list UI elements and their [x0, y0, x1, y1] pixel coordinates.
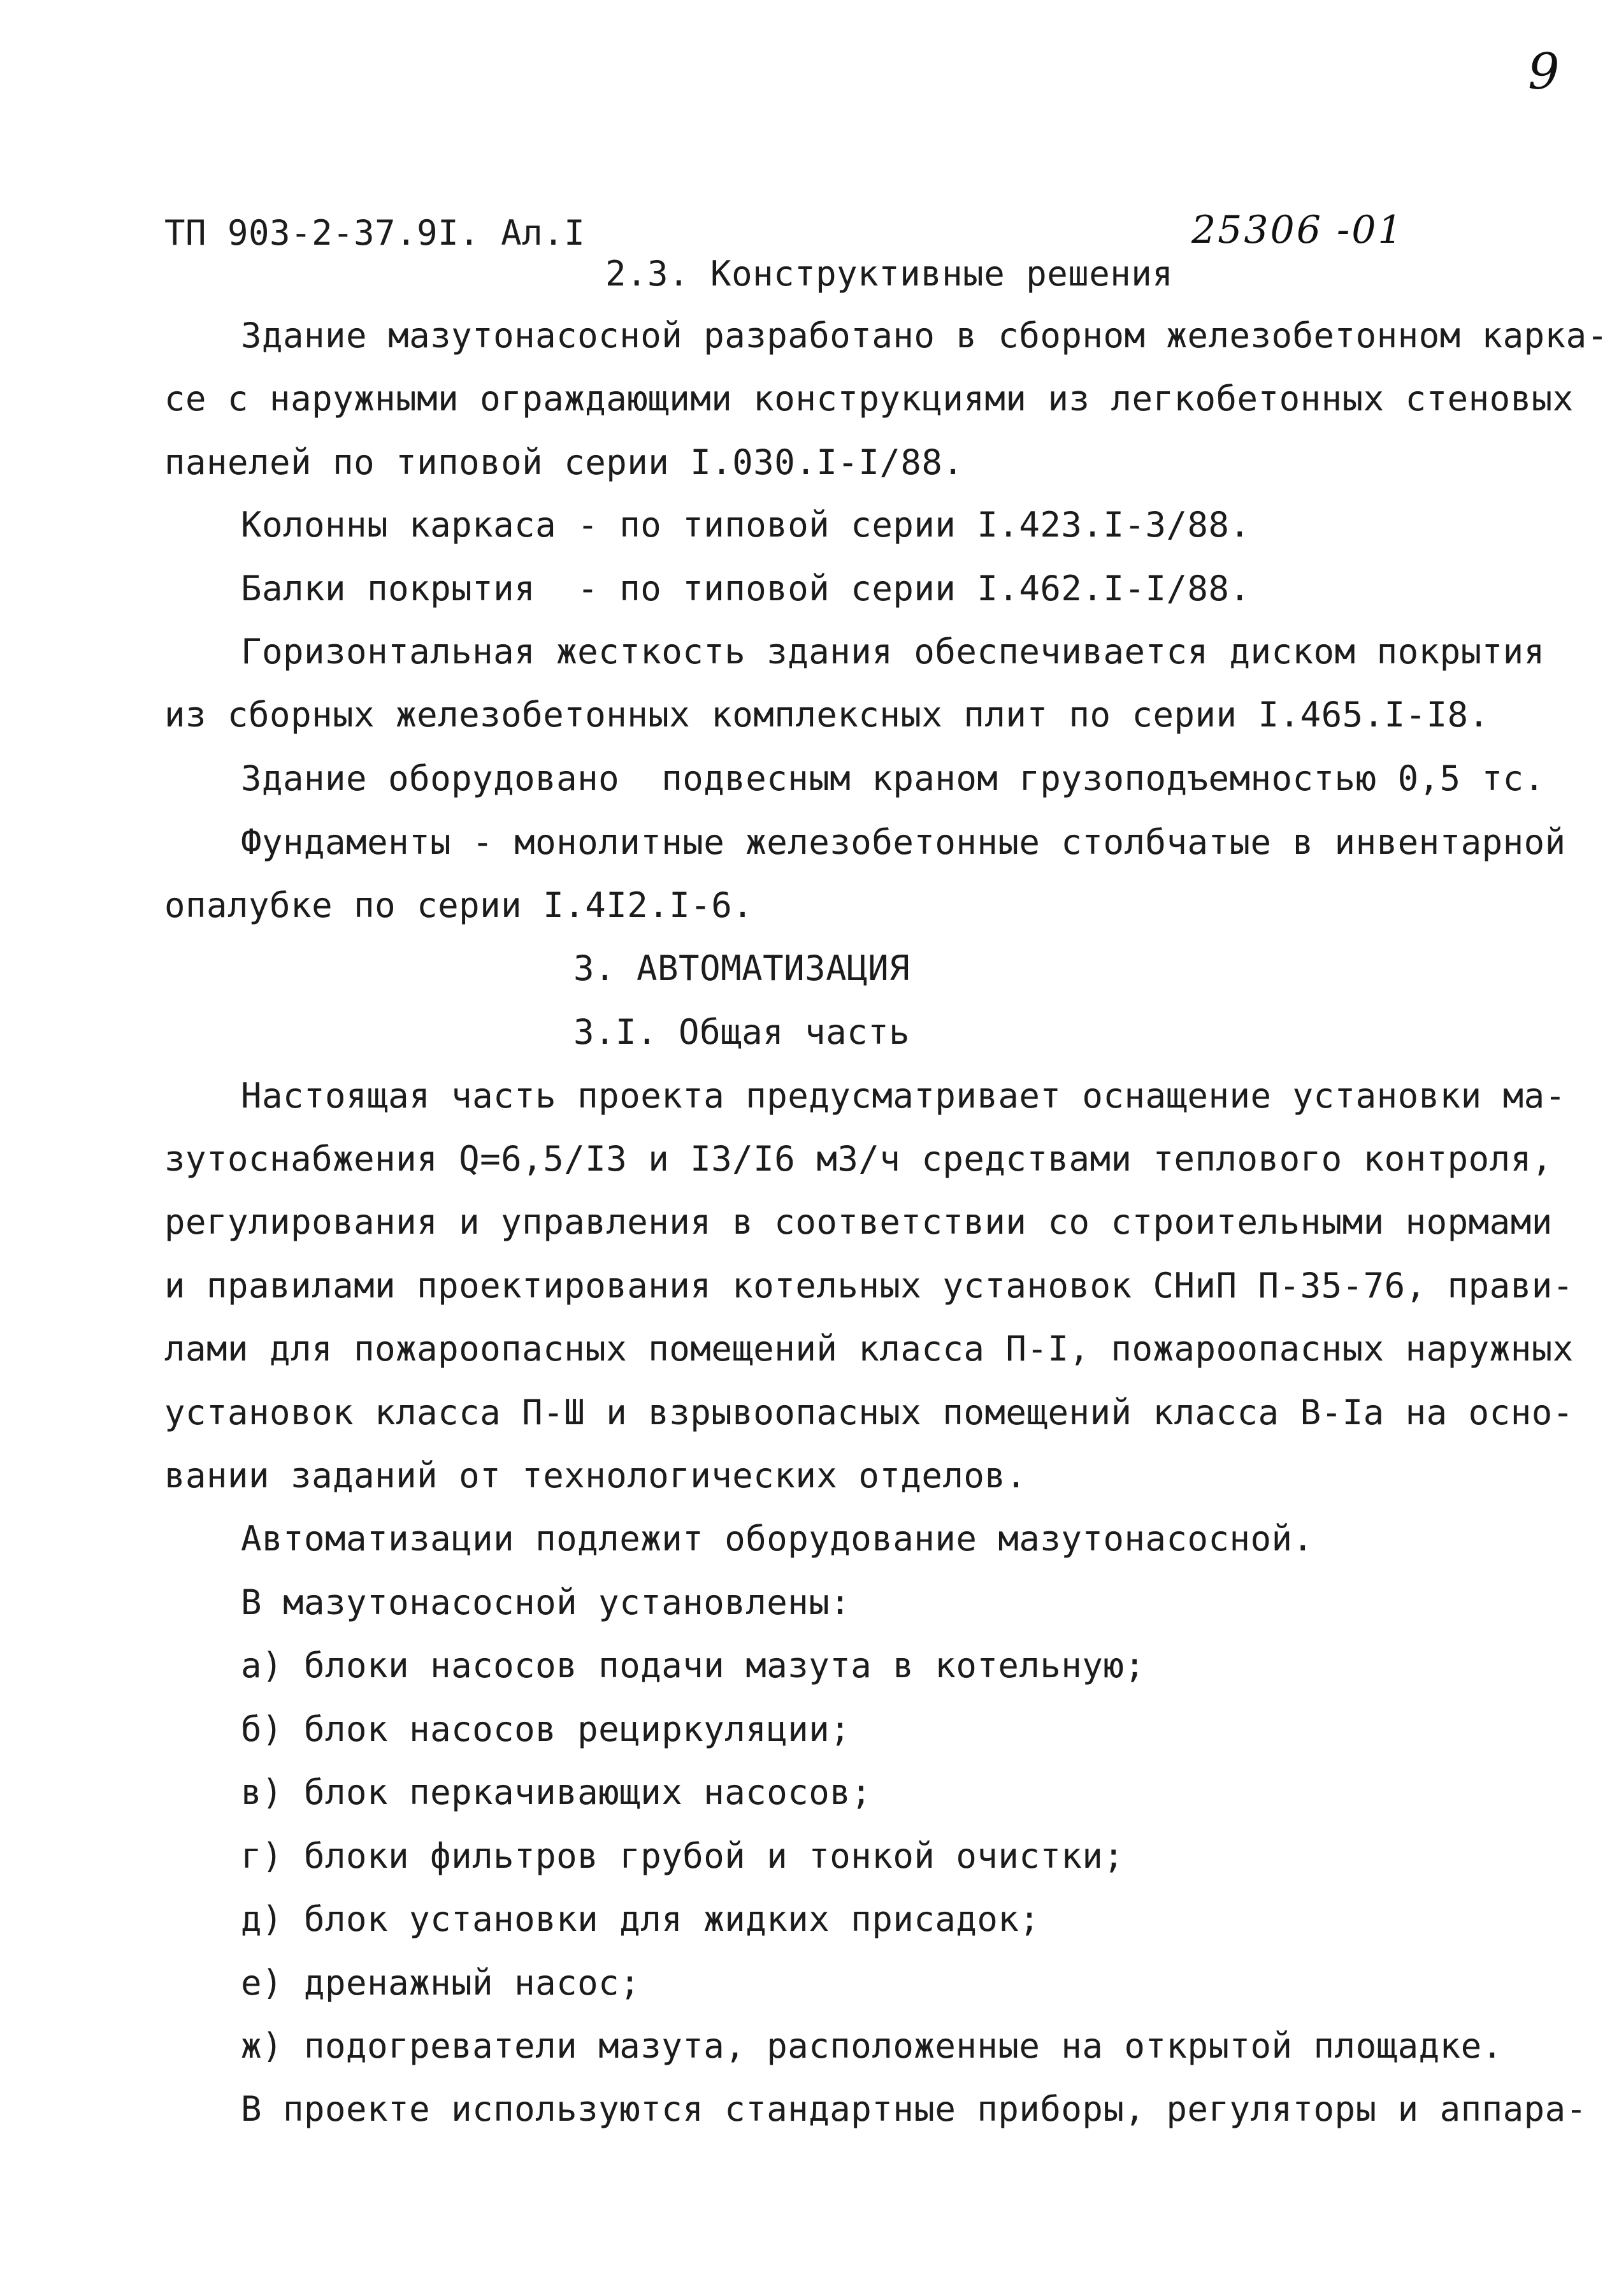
- page-number: 9: [1528, 43, 1560, 101]
- paragraph-line: Балки покрытия - по типовой серии I.462.I-I/88.: [241, 568, 1251, 609]
- doc-code: ТП 903-2-37.9I. Ал.I: [164, 213, 586, 253]
- list-item: г) блоки фильтров грубой и тонкой очистки;: [241, 1836, 1125, 1876]
- section-2-3-heading: 2.3. Конструктивные решения: [605, 254, 1174, 294]
- paragraph-line: установок класса П-Ш и взрывоопасных помещений класса В-Iа на осно-: [164, 1392, 1574, 1433]
- paragraph-line: Здание оборудовано подвесным краном грузоподъемностью 0,5 тс.: [241, 758, 1545, 798]
- paragraph-line: се с наружными ограждающими конструкциями из легкобетонных стеновых: [164, 379, 1574, 419]
- section-3-heading: 3. АВТОМАТИЗАЦИЯ: [573, 948, 910, 988]
- paragraph-line: и правилами проектирования котельных установок СНиП П-35-76, прави-: [164, 1266, 1574, 1306]
- paragraph-line: регулирования и управления в соответствии со строительными нормами: [164, 1202, 1553, 1242]
- paragraph-line: Автоматизации подлежит оборудование мазутонасосной.: [241, 1519, 1314, 1559]
- paragraph-line: лами для пожароопасных помещений класса П-I, пожароопасных наружных: [164, 1329, 1574, 1369]
- paragraph-line: панелей по типовой серии I.030.I-I/88.: [164, 442, 964, 482]
- list-item: д) блок установки для жидких присадок;: [241, 1899, 1040, 1939]
- inventory-number: 25306 -01: [1191, 208, 1404, 252]
- list-item: ж) подогреватели мазута, расположенные на открытой площадке.: [241, 2026, 1503, 2066]
- paragraph-line: В проекте используются стандартные приборы, регуляторы и аппара-: [241, 2089, 1587, 2129]
- paragraph-line: Здание мазутонасосной разработано в сборном железобетонном карка-: [241, 315, 1608, 356]
- paragraph-line: зутоснабжения Q=6,5/I3 и I3/I6 м3/ч средствами теплового контроля,: [164, 1139, 1553, 1179]
- paragraph-line: опалубке по серии I.4I2.I-6.: [164, 885, 754, 925]
- paragraph-line: Настоящая часть проекта предусматривает оснащение установки ма-: [241, 1076, 1566, 1116]
- paragraph-line: вании заданий от технологических отделов.: [164, 1455, 1027, 1496]
- paragraph-line: Горизонтальная жесткость здания обеспечивается диском покрытия: [241, 632, 1545, 672]
- section-3-1-heading: 3.I. Общая часть: [573, 1012, 910, 1052]
- paragraph-line: Колонны каркаса - по типовой серии I.423.I-3/88.: [241, 505, 1251, 545]
- list-item: б) блок насосов рециркуляции;: [241, 1709, 851, 1749]
- paragraph-line: из сборных железобетонных комплексных плит по серии I.465.I-I8.: [164, 695, 1490, 735]
- paragraph-line: В мазутонасосной установлены:: [241, 1582, 851, 1622]
- list-item: в) блок перкачивающих насосов;: [241, 1772, 872, 1812]
- paragraph-line: Фундаменты - монолитные железобетонные столбчатые в инвентарной: [241, 822, 1566, 862]
- list-item: а) блоки насосов подачи мазута в котельную;: [241, 1645, 1146, 1686]
- list-item: е) дренажный насос;: [241, 1963, 641, 2003]
